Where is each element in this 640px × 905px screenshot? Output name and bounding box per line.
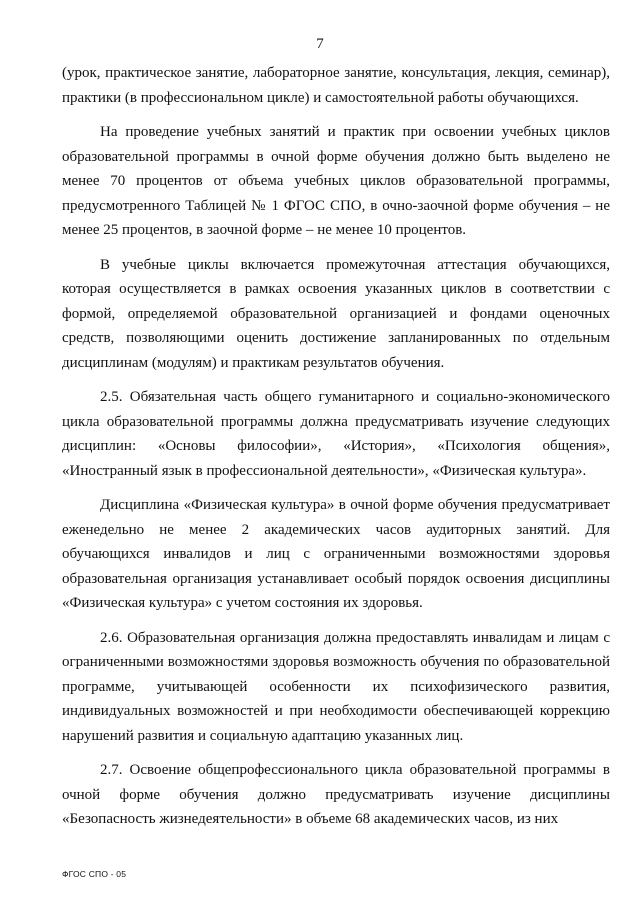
paragraph-section-2-6: 2.6. Образовательная организация должна предоставлять инвалидам и лицам с ограниченными возможностями здоровья возможность обучения по образовательной программе, учитывающей особенности их психофизического развития, индивидуальных возможностей и при необходимости обеспечивающей коррекцию нарушений развития и социальную адаптацию указанных лиц. bbox=[62, 629, 610, 744]
page-number: 7 bbox=[316, 36, 324, 52]
paragraph-section-2-5: 2.5. Обязательная часть общего гуманитарного и социально-экономического цикла образовательной программы должна предусматривать изучение следующих дисциплин: «Основы философии», «История», «Психология общения», «Иностранный язык в профессиональной деятельности», «Физическая культура». bbox=[62, 389, 610, 479]
paragraph-section-2-7: 2.7. Освоение общепрофессионального цикла образовательной программы в очной форме обучения должно предусматривать изучение дисциплины «Безопасность жизнедеятельности» в объеме 68 академических часов, из них bbox=[62, 762, 610, 827]
footer-document-code: ФГОС СПО - 05 bbox=[62, 869, 127, 879]
paragraph-physical-culture: Дисциплина «Физическая культура» в очной форме обучения предусматривает еженедельно не менее 2 академических часов аудиторных занятий. Для обучающихся инвалидов и лиц с ограниченными возможностями здоровья образовательная организация устанавливает особый порядок освоения дисциплины «Физическая культура» с учетом состояния их здоровья. bbox=[62, 497, 610, 611]
paragraph-continuation: (урок, практическое занятие, лабораторное занятие, консультация, лекция, семинар), практики (в профессиональном цикле) и самостоятельной работы обучающихся. bbox=[62, 65, 610, 106]
paragraph-study-hours: На проведение учебных занятий и практик при освоении учебных циклов образовательной программы в очной форме обучения должно быть выделено не менее 70 процентов от объема учебных циклов образовательной программы, предусмотренного Таблицей № 1 ФГОС СПО, в очно-заочной форме обучения – не менее 25 процентов, в заочной форме – не менее 10 процентов. bbox=[62, 124, 610, 238]
document-body bbox=[62, 61, 610, 842]
paragraph-intermediate-assessment: В учебные циклы включается промежуточная аттестация обучающихся, которая осуществляется в рамках освоения указанных циклов в соответствии с формой, определяемой образовательной организацией и фондами оценочных средств, позволяющими оценить достижение запланированных по отдельным дисциплинам (модулям) и практикам результатов обучения. bbox=[62, 256, 610, 371]
